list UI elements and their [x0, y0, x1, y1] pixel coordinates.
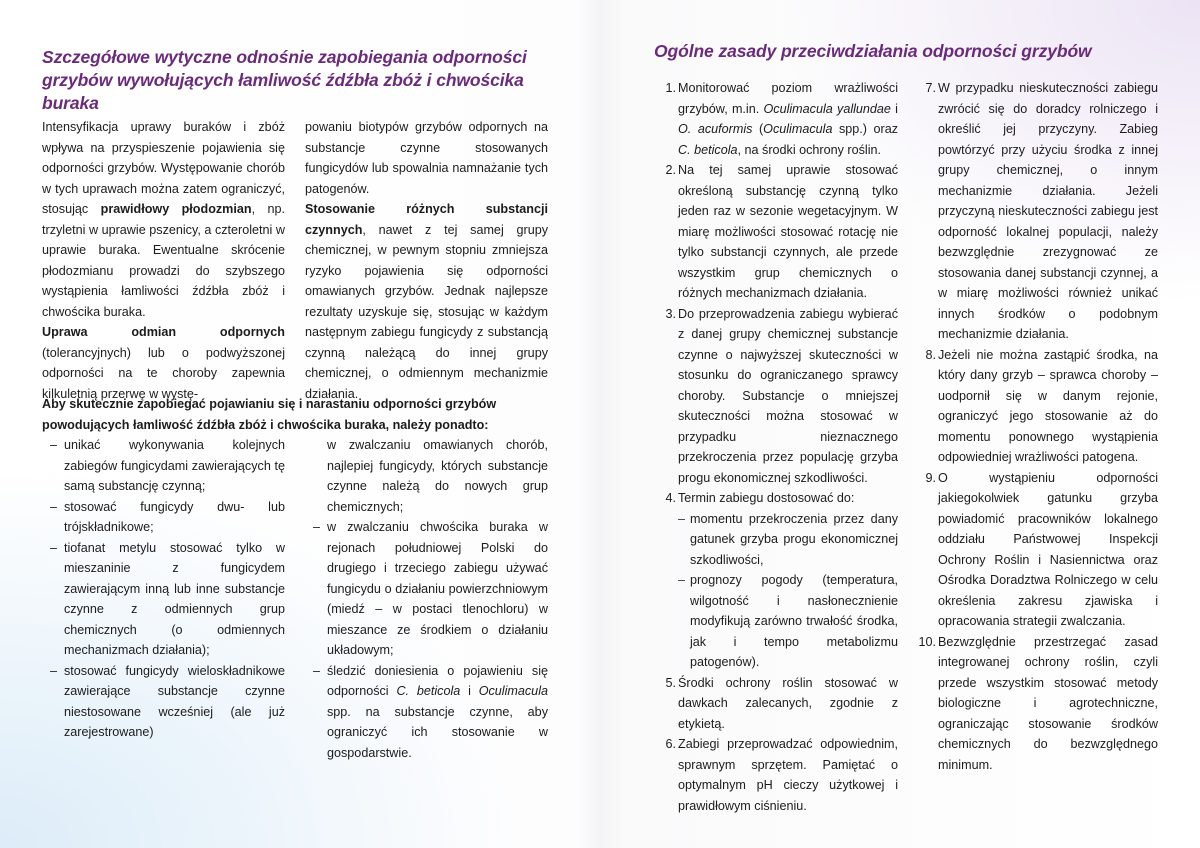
- item-number: 3.: [665, 306, 676, 321]
- italic-span: O. acuformis: [678, 122, 753, 136]
- sub-list-item: – prognozy pogody (temperatura, wilgotność i nasłonecznienie modyfikują zarówno trwałość środka, jak i tempo metabolizmu patogenów).: [678, 570, 898, 673]
- right-column-2: [914, 78, 1158, 775]
- left-list-column-1: [42, 435, 285, 743]
- list-item: [654, 488, 898, 673]
- text-span: , np. trzyletni w uprawie pszenicy, a czteroletni w uprawie buraka. Ewentualne skrócenie płodozmianu prowadzi do szybszego wystąpienia łamliwości źdźbła zbóż i chwościka buraka.: [42, 202, 285, 319]
- text-span: śledzić doniesienia o pojawieniu się odporności: [327, 663, 548, 698]
- item-number: 8.: [925, 347, 936, 362]
- list-item: [914, 632, 1158, 776]
- item-text: O wystąpieniu odporności jakiegokolwiek gatunku grzyba powiadomić pracowników lokalnego oddziału Państwowej Inspekcji Ochrony Roślin i Nasiennictwa oraz Ośrodka Doradztwa Rolniczego w celu określenia zakresu zjawiska i opracowania strategii zwalczania.: [938, 470, 1158, 628]
- item-number: 10.: [918, 634, 936, 649]
- left-title-line1: Szczegółowe wytyczne odnośnie zapobiegania odporności: [42, 47, 527, 67]
- recommendation-list-continued: [305, 435, 548, 763]
- sub-list: [678, 509, 898, 673]
- italic-span: C. beticola: [396, 684, 461, 698]
- item-text: Bezwzględnie przestrzegać zasad integrowanej ochrony roślin, czyli przede wszystkim stosować metody biologiczne i agrotechniczne, ograniczając stosowanie środków chemicznych do bezwzględnego minimum.: [938, 634, 1158, 772]
- item-number: 5.: [665, 675, 676, 690]
- sub-list-item: – momentu przekroczenia przez dany gatunek grzyba progu ekonomicznej szkodliwości,: [678, 509, 898, 571]
- list-item: [654, 160, 898, 304]
- text-span: Intensyfikacja uprawy buraków i zbóż wpływa na przyspieszenie pojawienia się odporności grzybów. Występowanie chorób w tych uprawach można zatem ograniczyć, stosując: [42, 120, 285, 216]
- list-item: – tiofanat metylu stosować tylko w mieszaninie z fungicydem zawierającym inną lub inne substancje czynne z odmiennych grup chemicznych (o odmiennych mechanizmach działania);: [42, 538, 285, 661]
- item-number: 7.: [925, 81, 936, 95]
- right-page-title: Ogólne zasady przeciwdziałania odporności grzybów: [654, 41, 1092, 61]
- item-text: Zabiegi przeprowadzać odpowiednim, sprawnym sprzętem. Pamiętać o optymalnym pH cieczy użytkowej i prawidłowym ciśnieniu.: [678, 737, 898, 813]
- bold-span: Stosowanie różnych substancji czynnych: [305, 202, 548, 237]
- text-span: (tolerancyjnych) lub o podwyższonej odporności na te choroby zapewnia kilkuletnią przerwę w wystę-: [42, 345, 285, 401]
- list-item: [914, 345, 1158, 468]
- italic-span: Oculimacula: [763, 122, 833, 136]
- list-item: – stosować fungicydy wieloskładnikowe zawierające substancje czynne niestosowane wcześniej (ale już zarejestrowane): [42, 661, 285, 743]
- right-column-1: [654, 78, 898, 816]
- paragraph-resistant-varieties: [42, 322, 285, 404]
- item-text: Środki ochrony roślin stosować w dawkach zalecanych, zgodnie z etykietą.: [678, 675, 898, 731]
- principles-list: [654, 78, 898, 816]
- list-item-continuation: w zwalczaniu omawianych chorób, najlepiej fungicydy, których substancje czynne należą do nowych grup chemicznych;: [327, 438, 548, 514]
- list-item: [305, 661, 548, 764]
- list-item: – unikać wykonywania kolejnych zabiegów fungicydami zawierających tę samą substancję czynną;: [42, 435, 285, 497]
- principles-list-continued: [914, 78, 1158, 775]
- text-span: (: [752, 122, 764, 136]
- paragraph-crop-rotation: [42, 117, 285, 322]
- item-text: Jeżeli nie można zastąpić środka, na który dany grzyb – sprawca choroby – uodpornił się w danym rejonie, ograniczyć jego stosowanie aż do momentu ponownego wystąpienia odpowiedniej wrażliwości patogena.: [938, 347, 1158, 464]
- item-text: Na tej samej uprawie stosować określoną substancję czynną tylko jeden raz w sezonie wegetacyjnym. W miarę możliwości stosować rotację nie tylko substancji czynnych, ale przede wszystkim grup chemicznych o różnych mechanizmach działania.: [678, 163, 898, 300]
- recommendation-list: [42, 435, 285, 743]
- italic-span: Oculimacula yallundae: [763, 101, 891, 116]
- item-text: Do przeprowadzenia zabiegu wybierać z danej grupy chemicznej substancje czynne o najwyższej skuteczności w stosunku do ograniczanego sprawcy choroby. Substancje o mniejszej skuteczności można stosować w przypadku nieznacznego przekroczenia przez populację grzyba progu ekonomicznej szkodliwości.: [678, 306, 898, 485]
- bold-span: Uprawa odmian odpornych: [42, 325, 285, 339]
- text-span: i: [460, 684, 479, 698]
- item-number: 2.: [665, 163, 676, 177]
- list-item: [654, 734, 898, 816]
- item-text: Termin zabiegu dostosować do:: [678, 491, 855, 505]
- left-list-column-2: [305, 435, 548, 763]
- item-text: W przypadku nieskuteczności zabiegu zwrócić się do doradcy rolniczego i określić jej przyczyny. Zabieg powtórzyć przy użyciu środka z innej grupy chemicznej, o innym mechanizmie działania. Jeżeli przyczyną nieskuteczności zabiegu jest odporność lokalnej populacji, należy bezwzględnie zrezygnować ze stosowania danej substancji czynnej, a w miarę możliwości również unikać innych środków o podobnym mechanizmie działania.: [938, 81, 1158, 341]
- italic-span: Oculimacula: [478, 684, 548, 698]
- text-span: spp. na substancje czynne, aby ograniczyć ich stosowanie w gospodarstwie.: [327, 704, 548, 760]
- text-span: , nawet z tej samej grupy chemicznej, w pewnym stopniu zmniejsza ryzyko pojawienia się odporności omawianych grzybów. Jednak najlepsze rezultaty uzyskuje się, stosując w każdym następnym zabiegu fungicydy z substancją czynną należącą do innej grupy chemicznej, o odmiennym mechanizmie działania.: [305, 222, 548, 401]
- list-item: [914, 468, 1158, 632]
- left-column-1: [42, 117, 285, 404]
- list-item: [654, 304, 898, 489]
- paragraph-different-substances: [305, 199, 548, 404]
- text-span: , na środki ochrony roślin.: [737, 142, 882, 157]
- right-page: [600, 0, 1200, 848]
- item-number: 1.: [665, 81, 676, 95]
- list-item: [654, 673, 898, 735]
- paragraph-continuation: powaniu biotypów grzybów odpornych na substancje czynne stosowanych fungicydów lub spowalnia namnażanie tych patogenów.: [305, 120, 548, 196]
- left-page-title: [42, 46, 582, 115]
- list-item: [914, 78, 1158, 345]
- lead-paragraph: Aby skutecznie zapobiegać pojawianiu się i narastaniu odporności grzybów powodujących łamliwość źdźbła zbóż i chwościka buraka, należy ponadto:: [42, 397, 497, 432]
- left-column-2: [305, 117, 548, 404]
- text-span: spp.) oraz: [832, 122, 899, 136]
- text-span: Monitorować poziom wrażliwości grzybów, m.in.: [678, 81, 898, 116]
- left-title-line2: grzybów wywołujących łamliwość źdźbła zbóż i chwościka buraka: [42, 70, 524, 113]
- list-item: [654, 78, 898, 160]
- list-item: – stosować fungicydy dwu- lub trójskładnikowe;: [42, 497, 285, 538]
- text-span: i: [890, 101, 898, 116]
- item-number: 4.: [665, 491, 676, 505]
- list-item: – w zwalczaniu chwościka buraka w rejonach południowej Polski do drugiego i trzeciego zabiegu używać fungicydu o działaniu powierzchniowym (miedź – w postaci tlenochloru) w mieszance ze środkiem o działaniu układowym;: [305, 517, 548, 661]
- item-number: 9.: [925, 470, 936, 485]
- bold-span: prawidłowy płodozmian: [100, 202, 252, 216]
- italic-span: C. beticola: [678, 142, 738, 157]
- item-number: 6.: [665, 737, 676, 751]
